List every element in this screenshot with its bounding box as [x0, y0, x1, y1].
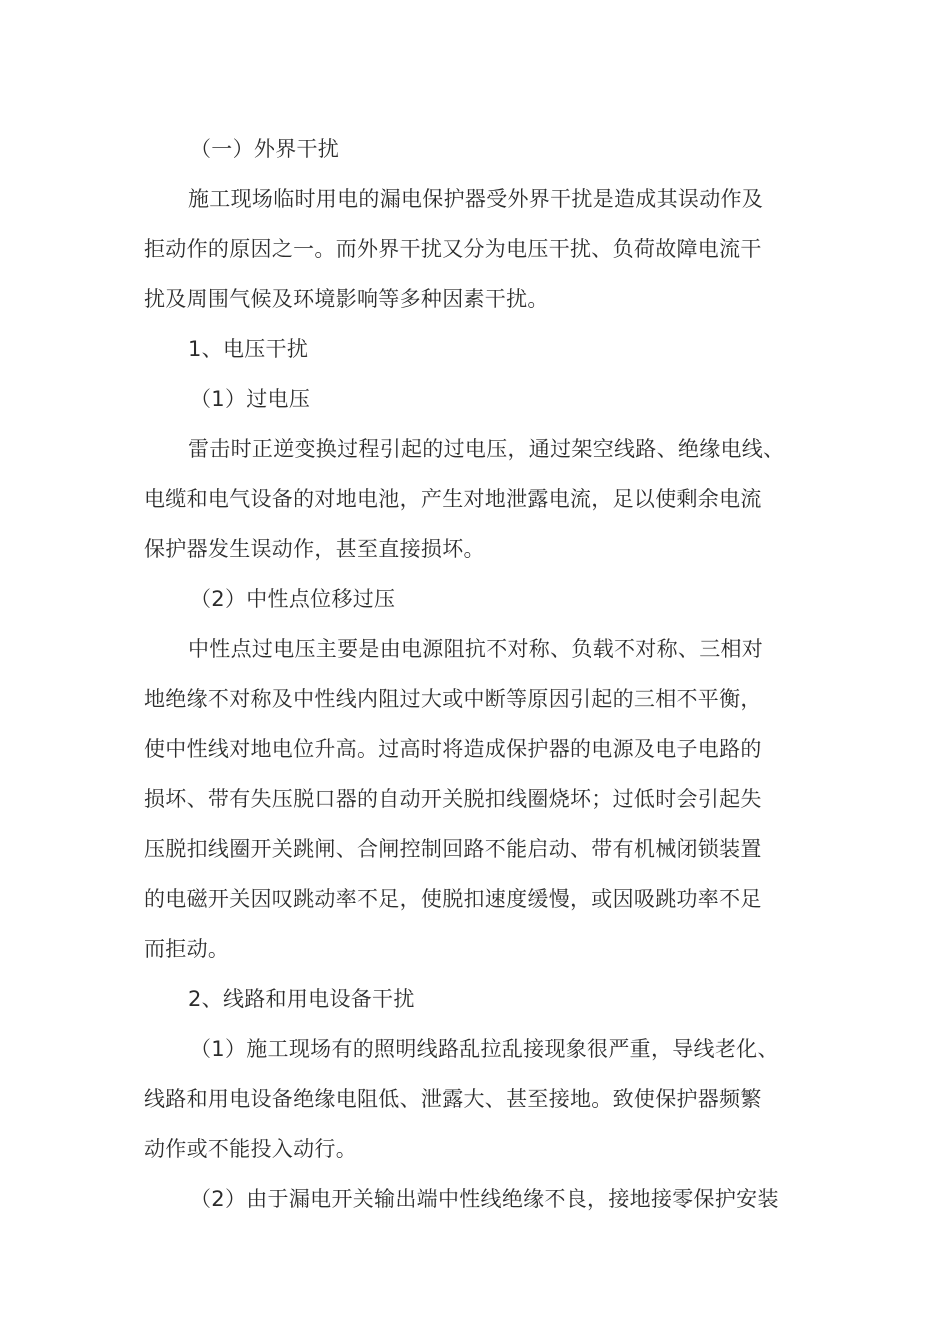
- paragraph-line: 动作或不能投入动行。: [144, 1137, 357, 1161]
- paragraph-line: 保护器发生误动作，甚至直接损坏。: [144, 537, 485, 561]
- paragraph-line: 而拒动。: [144, 937, 230, 961]
- paragraph-line: （1）施工现场有的照明线路乱拉乱接现象很严重，导线老化、: [190, 1037, 779, 1061]
- paragraph-line: 扰及周围气候及环境影响等多种因素干扰。: [144, 287, 549, 311]
- paragraph-line: 损坏、带有失压脱口器的自动开关脱扣线圈烧坏；过低时会引起失: [144, 787, 762, 811]
- paragraph-line: 压脱扣线圈开关跳闸、合闸控制回路不能启动、带有机械闭锁装置: [144, 837, 762, 861]
- section-heading-external-interference: （一）外界干扰: [190, 137, 340, 161]
- paragraph-line: 中性点过电压主要是由电源阻抗不对称、负载不对称、三相对: [188, 637, 764, 661]
- subheading-neutral-shift: （2）中性点位移过压: [190, 587, 396, 611]
- paragraph-line: 电缆和电气设备的对地电池，产生对地泄露电流，足以使剩余电流: [144, 487, 762, 511]
- paragraph-line: 地绝缘不对称及中性线内阻过大或中断等原因引起的三相不平衡，: [144, 687, 762, 711]
- subheading-overvoltage: （1）过电压: [190, 387, 311, 411]
- paragraph-line: 施工现场临时用电的漏电保护器受外界干扰是造成其误动作及: [188, 187, 764, 211]
- paragraph-line: 雷击时正逆变换过程引起的过电压，通过架空线路、绝缘电线、: [188, 437, 785, 461]
- subheading-line-equipment-interference: 2、线路和用电设备干扰: [188, 987, 415, 1011]
- paragraph-line: 的电磁开关因叹跳动率不足，使脱扣速度缓慢，或因吸跳功率不足: [144, 887, 762, 911]
- paragraph-line: 拒动作的原因之一。而外界干扰又分为电压干扰、负荷故障电流干: [144, 237, 762, 261]
- paragraph-line: （2）由于漏电开关输出端中性线绝缘不良，接地接零保护安装: [190, 1187, 779, 1211]
- subheading-voltage-interference: 1、电压干扰: [188, 337, 309, 361]
- paragraph-line: 使中性线对地电位升高。过高时将造成保护器的电源及电子电路的: [144, 737, 762, 761]
- paragraph-line: 线路和用电设备绝缘电阻低、泄露大、甚至接地。致使保护器频繁: [144, 1087, 762, 1111]
